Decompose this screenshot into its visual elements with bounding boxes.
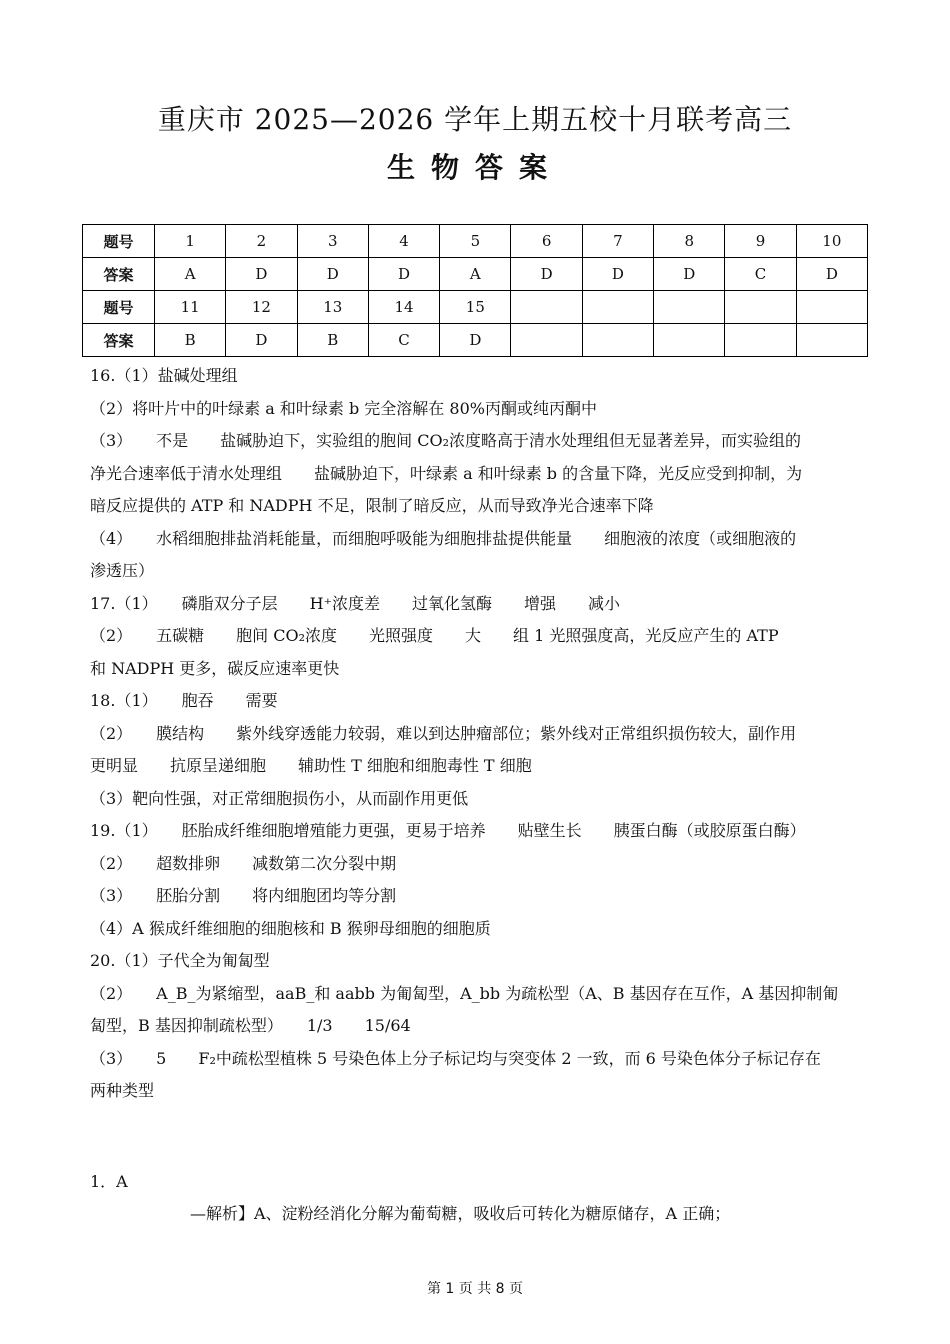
table-cell xyxy=(796,324,867,357)
table-cell xyxy=(796,291,867,324)
table-cell: D xyxy=(582,258,653,291)
table-row xyxy=(83,291,868,324)
table-header-cell: 题号 xyxy=(83,291,155,324)
table-cell: A xyxy=(440,258,511,291)
answer-line: （2） A_B_为紧缩型，aaB_和 aabb 为匍匐型，A_bb 为疏松型（A、B 基因存在互作，A 基因抑制匍 xyxy=(90,983,839,1003)
table-cell: 13 xyxy=(297,291,368,324)
table-cell xyxy=(654,324,725,357)
table-cell: D xyxy=(511,258,582,291)
table-cell: C xyxy=(725,258,796,291)
answer-line: 16.（1）盐碱处理组 xyxy=(90,366,238,385)
answer-line: （4）A 猴成纤维细胞的细胞核和 B 猴卵母细胞的细胞质 xyxy=(90,918,491,938)
table-cell: D xyxy=(226,324,297,357)
table-cell: 14 xyxy=(368,291,439,324)
table-row xyxy=(83,258,868,291)
answer-line: 暗反应提供的 ATP 和 NADPH 不足，限制了暗反应，从而导致净光合速率下降 xyxy=(90,496,654,515)
answer-line: （2）将叶片中的叶绿素 a 和叶绿素 b 完全溶解在 80%丙酮或纯丙酮中 xyxy=(90,398,597,418)
answer-line: （3） 胚胎分割 将内细胞团均等分割 xyxy=(90,886,397,905)
page-footer: 第 1 页 共 8 页 xyxy=(426,1281,524,1297)
document-title: 重庆市 2025—2026 学年上期五校十月联考高三 xyxy=(157,103,793,136)
table-row xyxy=(83,324,868,357)
answer-line: （4） 水稻细胞排盐消耗能量，而细胞呼吸能为细胞排盐提供能量 细胞液的浓度（或细胞液的 xyxy=(90,528,797,548)
answer-line: 两种类型 xyxy=(90,1081,155,1100)
solution-question: 1．A xyxy=(90,1171,128,1191)
answer-line: 匐型，B 基因抑制疏松型） 1/3 15/64 xyxy=(90,1016,411,1035)
table-cell: D xyxy=(226,258,297,291)
answer-line: 17.（1） 磷脂双分子层 H⁺浓度差 过氧化氢酶 增强 减小 xyxy=(90,593,621,613)
answer-line: 和 NADPH 更多，碳反应速率更快 xyxy=(90,658,340,678)
table-header-cell: 答案 xyxy=(83,324,155,357)
table-cell: 7 xyxy=(582,225,653,258)
table-cell: 10 xyxy=(796,225,867,258)
answer-table xyxy=(82,224,868,357)
answer-line: （3） 不是 盐碱胁迫下，实验组的胞间 CO₂浓度略高于清水处理组但无显著差异，而实验组的 xyxy=(90,431,802,450)
table-cell xyxy=(511,324,582,357)
table-cell: D xyxy=(440,324,511,357)
table-cell: B xyxy=(297,324,368,357)
table-cell: D xyxy=(297,258,368,291)
answer-line: 20.（1）子代全为匍匐型 xyxy=(90,951,270,970)
table-cell: D xyxy=(654,258,725,291)
table-cell: 5 xyxy=(440,225,511,258)
table-cell: 9 xyxy=(725,225,796,258)
answer-line: 18.（1） 胞吞 需要 xyxy=(90,691,278,710)
answer-line: （2） 五碳糖 胞间 CO₂浓度 光照强度 大 组 1 光照强度高，光反应产生的 ATP xyxy=(90,626,779,645)
table-cell xyxy=(725,324,796,357)
table-cell: B xyxy=(155,324,226,357)
answer-line: 19.（1） 胚胎成纤维细胞增殖能力更强，更易于培养 贴壁生长 胰蛋白酶（或胶原蛋白酶） xyxy=(90,821,806,840)
table-cell xyxy=(582,291,653,324)
table-cell: 3 xyxy=(297,225,368,258)
answer-line: 渗透压） xyxy=(90,561,155,580)
table-cell: C xyxy=(368,324,439,357)
table-cell: 12 xyxy=(226,291,297,324)
table-cell xyxy=(725,291,796,324)
table-header-cell: 答案 xyxy=(83,258,155,291)
answer-line: （3） 5 F₂中疏松型植株 5 号染色体上分子标记均与突变体 2 一致，而 6 号染色体分子标记存在 xyxy=(90,1048,821,1068)
table-cell: A xyxy=(155,258,226,291)
table-cell: 11 xyxy=(155,291,226,324)
answer-line: （3）靶向性强，对正常细胞损伤小，从而副作用更低 xyxy=(90,788,469,808)
table-cell: 8 xyxy=(654,225,725,258)
table-header-cell: 题号 xyxy=(83,225,155,258)
table-cell: 1 xyxy=(155,225,226,258)
answer-line: （2） 膜结构 紫外线穿透能力较弱，难以到达肿瘤部位；紫外线对正常组织损伤较大，副作用 xyxy=(90,723,797,743)
table-cell xyxy=(654,291,725,324)
answer-line: 更明显 抗原呈递细胞 辅助性 T 细胞和细胞毒性 T 细胞 xyxy=(90,756,532,775)
table-cell: 4 xyxy=(368,225,439,258)
table-cell xyxy=(511,291,582,324)
table-cell: 6 xyxy=(511,225,582,258)
solution-explanation: —解析】A、淀粉经消化分解为葡萄糖，吸收后可转化为糖原储存，A 正确； xyxy=(190,1204,731,1223)
answer-line: （2） 超数排卵 减数第二次分裂中期 xyxy=(90,853,397,873)
table-cell: 2 xyxy=(226,225,297,258)
table-cell xyxy=(582,324,653,357)
answer-body xyxy=(90,360,870,1231)
table-cell: D xyxy=(796,258,867,291)
answer-line: 净光合速率低于清水处理组 盐碱胁迫下，叶绿素 a 和叶绿素 b 的含量下降，光反应受到抑制，为 xyxy=(90,463,803,483)
document-subtitle: 生物答案 xyxy=(386,151,563,184)
table-cell: 15 xyxy=(440,291,511,324)
table-row xyxy=(83,225,868,258)
table-cell: D xyxy=(368,258,439,291)
